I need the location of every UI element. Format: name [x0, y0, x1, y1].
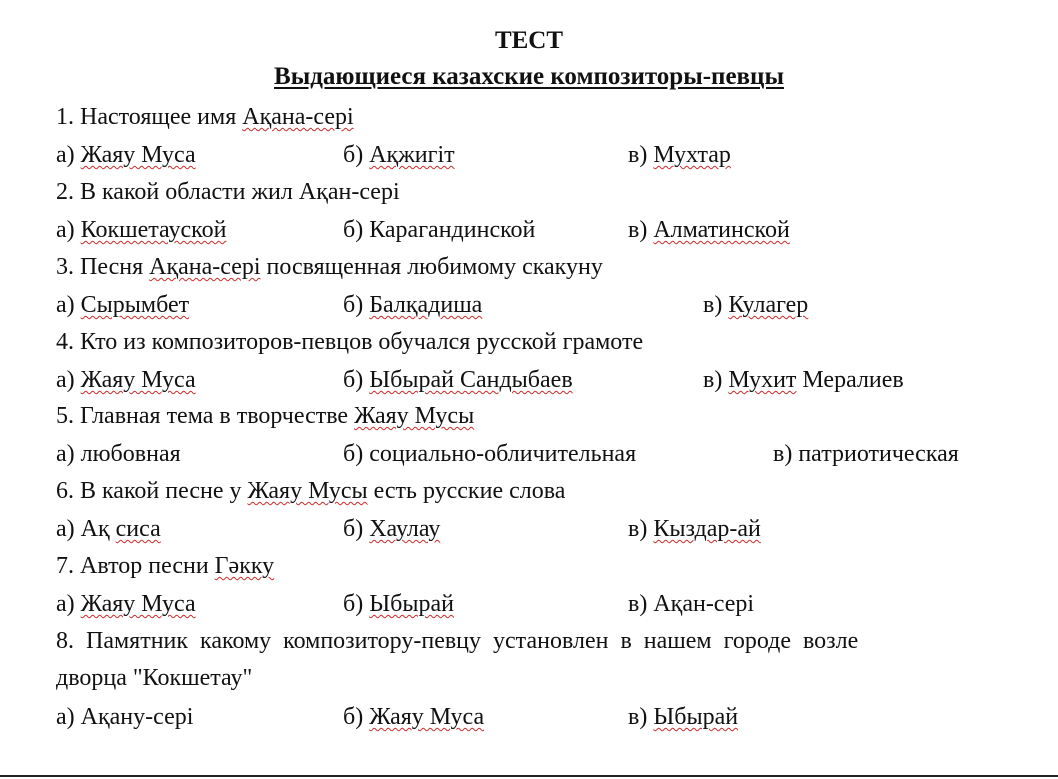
question-4-option-b: [343, 365, 573, 395]
text-segment: в): [628, 516, 654, 542]
spellcheck-marked-text: Кулагер: [728, 292, 809, 318]
spellcheck-marked-text: Мухит: [728, 367, 797, 393]
text-segment: б): [343, 704, 370, 730]
question-6-option-c: [628, 514, 761, 544]
spellcheck-marked-text: Ыбырай: [653, 704, 739, 730]
question-3-option-a: [56, 290, 189, 320]
text-segment: б) Карагандинской: [343, 217, 536, 243]
spellcheck-marked-text: Жаяу Муса: [80, 591, 196, 617]
question-5-option-b: [343, 439, 636, 469]
question-8-option-c: [628, 702, 738, 732]
text-segment: в): [628, 217, 654, 243]
text-segment: а): [56, 142, 81, 168]
text-segment: в): [703, 367, 729, 393]
text-segment: в): [703, 292, 729, 318]
question-4-option-a: [56, 365, 196, 395]
spellcheck-marked-text: Кыздар-ай: [653, 516, 761, 542]
spellcheck-marked-text: Гәкку: [214, 553, 275, 579]
page-title: ТЕСТ: [494, 27, 564, 54]
question-2-option-c: [628, 215, 790, 245]
text-segment: 3. Песня: [56, 254, 150, 280]
text-segment: а) Ақану-сері: [56, 704, 194, 730]
question-5: [56, 401, 474, 431]
spellcheck-marked-text: Жаяу Муса: [80, 367, 196, 393]
spellcheck-marked-text: Жаяу Муса: [80, 142, 196, 168]
text-segment: 8. Памятник какому композитору-певцу установлен в нашем городе возле: [56, 628, 859, 654]
text-segment: в): [628, 704, 654, 730]
question-3: [56, 252, 603, 282]
question-3-option-c: [703, 290, 808, 320]
text-segment: а): [56, 367, 81, 393]
text-segment: 2. В какой области жил Ақан-сері: [56, 179, 400, 205]
question-4-option-c: [703, 365, 904, 395]
text-segment: а): [56, 292, 81, 318]
question-5-option-c: [773, 439, 959, 469]
question-5-option-a: [56, 439, 181, 469]
text-segment: а) Ақ: [56, 516, 116, 542]
text-segment: 1. Настоящее имя: [56, 104, 243, 130]
spellcheck-marked-text: Балқадиша: [369, 292, 483, 318]
question-4: [56, 327, 643, 357]
text-segment: б): [343, 591, 370, 617]
question-6: [56, 476, 565, 506]
text-segment: а): [56, 217, 81, 243]
text-segment: б) социально-обличительная: [343, 441, 637, 467]
spellcheck-marked-text: Ыбырай Сандыбаев: [369, 367, 573, 393]
spellcheck-marked-text: Ақжигіт: [369, 142, 455, 168]
question-3-option-b: [343, 290, 482, 320]
spellcheck-marked-text: Ақана-сері: [149, 254, 261, 280]
text-segment: посвященная любимому скакуну: [260, 254, 603, 280]
question-1: [56, 102, 354, 132]
question-6-option-b: [343, 514, 440, 544]
spellcheck-marked-text: Алматинской: [653, 217, 790, 243]
text-segment: есть русские слова: [367, 478, 566, 504]
spellcheck-marked-text: Мухтар: [653, 142, 731, 168]
text-segment: Мералиев: [796, 367, 904, 393]
spellcheck-marked-text: Ақана-сері: [242, 104, 354, 130]
spellcheck-marked-text: Жаяу Мусы: [354, 403, 475, 429]
question-2-option-a: [56, 215, 226, 245]
question-1-option-a: [56, 140, 196, 170]
question-8-option-a: [56, 702, 193, 732]
spellcheck-marked-text: Кокшетауской: [80, 217, 227, 243]
text-segment: в): [628, 142, 654, 168]
text-segment: б): [343, 142, 370, 168]
spellcheck-marked-text: Жаяу Муса: [369, 704, 485, 730]
text-segment: 6. В какой песне у: [56, 478, 248, 504]
text-segment: в) Ақан-сері: [628, 591, 755, 617]
text-segment: б): [343, 516, 370, 542]
text-segment: 7. Автор песни: [56, 553, 215, 579]
question-8: [56, 626, 858, 656]
text-segment: в) патриотическая: [773, 441, 959, 467]
question-8-continuation: дворца "Кокшетау": [56, 665, 253, 691]
question-2: [56, 177, 400, 207]
spellcheck-marked-text: Сырымбет: [80, 292, 190, 318]
text-segment: б): [343, 367, 370, 393]
question-1-option-b: [343, 140, 455, 170]
question-8-option-b: [343, 702, 484, 732]
text-segment: 4. Кто из композиторов-певцов обучался русской грамоте: [56, 329, 644, 355]
spellcheck-marked-text: Жаяу Мусы: [247, 478, 368, 504]
spellcheck-marked-text: сиса: [115, 516, 161, 542]
subtitle-text: Выдающиеся казахские композиторы-певцы: [274, 63, 784, 90]
question-7-option-a: [56, 589, 196, 619]
question-7: [56, 551, 274, 581]
text-segment: 5. Главная тема в творчестве: [56, 403, 355, 429]
question-7-option-c: [628, 589, 754, 619]
bottom-divider: [0, 775, 1058, 777]
text-segment: б): [343, 292, 370, 318]
question-1-option-c: [628, 140, 731, 170]
spellcheck-marked-text: Хаулау: [369, 516, 441, 542]
page-subtitle: [0, 62, 1058, 92]
spellcheck-marked-text: Ыбырай: [369, 591, 454, 617]
question-7-option-b: [343, 589, 454, 619]
question-6-option-a: [56, 514, 161, 544]
question-2-option-b: [343, 215, 535, 245]
text-segment: а): [56, 591, 81, 617]
text-segment: а) любовная: [56, 441, 181, 467]
